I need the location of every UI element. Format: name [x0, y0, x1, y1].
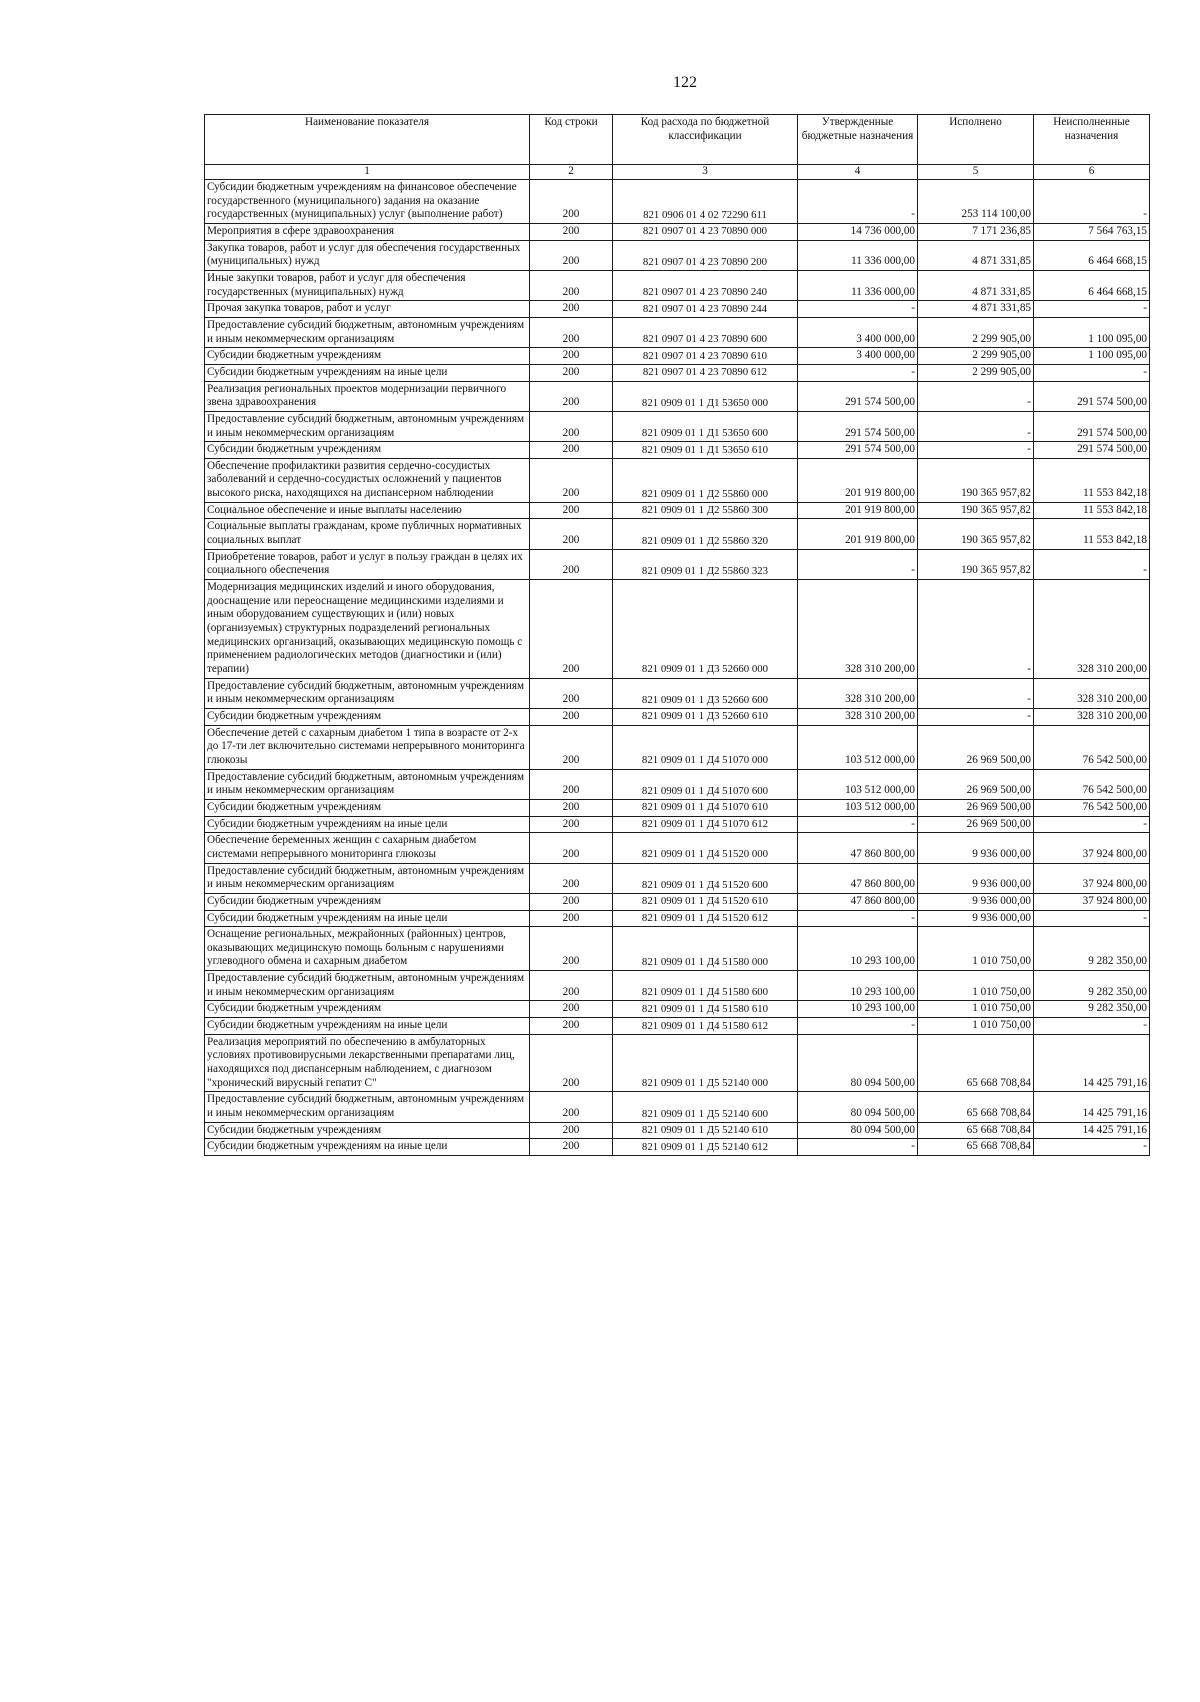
row-classification-code: 821 0909 01 1 Д2 55860 320 [613, 519, 798, 549]
row-classification-code: 821 0907 01 4 23 70890 200 [613, 240, 798, 270]
row-executed: 26 969 500,00 [918, 725, 1034, 769]
row-classification-code: 821 0909 01 1 Д3 52660 600 [613, 678, 798, 708]
row-approved: 11 336 000,00 [798, 270, 918, 300]
row-unexecuted: - [1034, 816, 1150, 833]
row-executed: - [918, 708, 1034, 725]
row-name: Субсидии бюджетным учреждениям [205, 1122, 530, 1139]
row-executed: - [918, 411, 1034, 441]
row-classification-code: 821 0907 01 4 23 70890 240 [613, 270, 798, 300]
row-executed: 65 668 708,84 [918, 1034, 1034, 1092]
row-line-code: 200 [530, 240, 613, 270]
row-classification-code: 821 0909 01 1 Д4 51070 000 [613, 725, 798, 769]
row-approved: 328 310 200,00 [798, 678, 918, 708]
table-row [205, 799, 1150, 816]
row-line-code: 200 [530, 442, 613, 459]
table-row [205, 816, 1150, 833]
row-classification-code: 821 0909 01 1 Д4 51580 610 [613, 1001, 798, 1018]
row-unexecuted: 14 425 791,16 [1034, 1034, 1150, 1092]
row-name: Предоставление субсидий бюджетным, автономным учреждениям и иным некоммерческим организациям [205, 317, 530, 347]
row-line-code: 200 [530, 180, 613, 224]
row-unexecuted: 37 924 800,00 [1034, 893, 1150, 910]
row-line-code: 200 [530, 910, 613, 927]
row-name: Субсидии бюджетным учреждениям на финансовое обеспечение государственного (муниципального) задания на оказание государственных (муниципальных) услуг (выполнение работ) [205, 180, 530, 224]
row-name: Субсидии бюджетным учреждениям на иные цели [205, 364, 530, 381]
row-executed: - [918, 442, 1034, 459]
row-line-code: 200 [530, 301, 613, 318]
table-row [205, 910, 1150, 927]
row-line-code: 200 [530, 1034, 613, 1092]
row-line-code: 200 [530, 833, 613, 863]
row-name: Предоставление субсидий бюджетным, автономным учреждениям и иным некоммерческим организациям [205, 971, 530, 1001]
row-approved: 10 293 100,00 [798, 1001, 918, 1018]
row-executed: 4 871 331,85 [918, 240, 1034, 270]
table-body [205, 180, 1150, 1156]
row-approved: 291 574 500,00 [798, 442, 918, 459]
row-name: Реализация региональных проектов модернизации первичного звена здравоохранения [205, 381, 530, 411]
table-row [205, 270, 1150, 300]
column-number: 2 [530, 165, 613, 180]
row-classification-code: 821 0909 01 1 Д5 52140 610 [613, 1122, 798, 1139]
row-approved: 47 860 800,00 [798, 863, 918, 893]
row-approved: 201 919 800,00 [798, 519, 918, 549]
row-executed: 2 299 905,00 [918, 317, 1034, 347]
header-unexecuted: Неисполненные назначения [1034, 115, 1150, 165]
row-executed: 65 668 708,84 [918, 1092, 1034, 1122]
row-approved: 47 860 800,00 [798, 893, 918, 910]
row-classification-code: 821 0907 01 4 23 70890 612 [613, 364, 798, 381]
row-unexecuted: - [1034, 180, 1150, 224]
header-indicator-name: Наименование показателя [205, 115, 530, 165]
row-executed: 4 871 331,85 [918, 301, 1034, 318]
row-classification-code: 821 0909 01 1 Д4 51520 610 [613, 893, 798, 910]
row-line-code: 200 [530, 1018, 613, 1035]
row-executed: 9 936 000,00 [918, 893, 1034, 910]
row-classification-code: 821 0906 01 4 02 72290 611 [613, 180, 798, 224]
table-row [205, 769, 1150, 799]
table-row [205, 580, 1150, 679]
table-row [205, 927, 1150, 971]
row-name: Предоставление субсидий бюджетным, автономным учреждениям и иным некоммерческим организациям [205, 863, 530, 893]
row-line-code: 200 [530, 816, 613, 833]
row-line-code: 200 [530, 317, 613, 347]
row-unexecuted: 328 310 200,00 [1034, 708, 1150, 725]
row-executed: 190 365 957,82 [918, 549, 1034, 579]
page-number: 122 [673, 74, 697, 91]
table-row [205, 1034, 1150, 1092]
row-unexecuted: 6 464 668,15 [1034, 240, 1150, 270]
row-executed: 26 969 500,00 [918, 799, 1034, 816]
row-name: Субсидии бюджетным учреждениям на иные цели [205, 1018, 530, 1035]
row-executed: 9 936 000,00 [918, 863, 1034, 893]
row-name: Предоставление субсидий бюджетным, автономным учреждениям и иным некоммерческим организациям [205, 678, 530, 708]
row-line-code: 200 [530, 223, 613, 240]
row-executed: 253 114 100,00 [918, 180, 1034, 224]
row-classification-code: 821 0909 01 1 Д1 53650 610 [613, 442, 798, 459]
row-line-code: 200 [530, 549, 613, 579]
table-row [205, 678, 1150, 708]
row-unexecuted: 291 574 500,00 [1034, 442, 1150, 459]
row-approved: 14 736 000,00 [798, 223, 918, 240]
table-row [205, 971, 1150, 1001]
row-classification-code: 821 0909 01 1 Д1 53650 000 [613, 381, 798, 411]
row-name: Реализация мероприятий по обеспечению в амбулаторных условиях противовирусными лекарственными препаратами лиц, находящихся под диспансерным наблюдением, с диагнозом "хронический вирусный гепатит С" [205, 1034, 530, 1092]
row-approved: 80 094 500,00 [798, 1122, 918, 1139]
row-classification-code: 821 0909 01 1 Д4 51520 612 [613, 910, 798, 927]
table-row [205, 893, 1150, 910]
table-row [205, 1001, 1150, 1018]
row-approved: 47 860 800,00 [798, 833, 918, 863]
row-approved: - [798, 910, 918, 927]
row-line-code: 200 [530, 971, 613, 1001]
row-line-code: 200 [530, 270, 613, 300]
row-executed: 2 299 905,00 [918, 348, 1034, 365]
row-line-code: 200 [530, 1139, 613, 1156]
row-executed: 9 936 000,00 [918, 910, 1034, 927]
row-unexecuted: 9 282 350,00 [1034, 971, 1150, 1001]
row-unexecuted: - [1034, 1018, 1150, 1035]
row-unexecuted: 9 282 350,00 [1034, 1001, 1150, 1018]
row-executed: 1 010 750,00 [918, 971, 1034, 1001]
row-executed: - [918, 381, 1034, 411]
row-executed: - [918, 580, 1034, 679]
column-number: 6 [1034, 165, 1150, 180]
row-name: Субсидии бюджетным учреждениям [205, 348, 530, 365]
row-unexecuted: 328 310 200,00 [1034, 580, 1150, 679]
row-line-code: 200 [530, 708, 613, 725]
row-line-code: 200 [530, 927, 613, 971]
row-approved: 3 400 000,00 [798, 317, 918, 347]
row-classification-code: 821 0907 01 4 23 70890 600 [613, 317, 798, 347]
table-row [205, 458, 1150, 502]
row-approved: 103 512 000,00 [798, 769, 918, 799]
row-classification-code: 821 0909 01 1 Д5 52140 000 [613, 1034, 798, 1092]
row-name: Оснащение региональных, межрайонных (районных) центров, оказывающих медицинскую помощь больным с нарушениями углеводного обмена и сахарным диабетом [205, 927, 530, 971]
row-line-code: 200 [530, 799, 613, 816]
row-approved: - [798, 549, 918, 579]
table-row [205, 549, 1150, 579]
row-name: Субсидии бюджетным учреждениям [205, 442, 530, 459]
row-line-code: 200 [530, 1122, 613, 1139]
table-row [205, 381, 1150, 411]
row-executed: 190 365 957,82 [918, 458, 1034, 502]
row-unexecuted: 76 542 500,00 [1034, 799, 1150, 816]
row-executed: 65 668 708,84 [918, 1122, 1034, 1139]
row-approved: 328 310 200,00 [798, 580, 918, 679]
row-executed: 2 299 905,00 [918, 364, 1034, 381]
row-classification-code: 821 0909 01 1 Д4 51070 612 [613, 816, 798, 833]
row-approved: - [798, 180, 918, 224]
row-executed: 190 365 957,82 [918, 519, 1034, 549]
row-executed: 26 969 500,00 [918, 769, 1034, 799]
row-name: Субсидии бюджетным учреждениям [205, 708, 530, 725]
row-name: Субсидии бюджетным учреждениям на иные цели [205, 1139, 530, 1156]
row-approved: 291 574 500,00 [798, 411, 918, 441]
row-unexecuted: - [1034, 910, 1150, 927]
row-classification-code: 821 0909 01 1 Д5 52140 600 [613, 1092, 798, 1122]
column-number-row [205, 165, 1150, 180]
row-approved: 328 310 200,00 [798, 708, 918, 725]
row-unexecuted: 1 100 095,00 [1034, 317, 1150, 347]
row-line-code: 200 [530, 863, 613, 893]
row-unexecuted: 76 542 500,00 [1034, 769, 1150, 799]
row-unexecuted: 291 574 500,00 [1034, 381, 1150, 411]
row-approved: 291 574 500,00 [798, 381, 918, 411]
row-approved: - [798, 1139, 918, 1156]
row-name: Предоставление субсидий бюджетным, автономным учреждениям и иным некоммерческим организациям [205, 769, 530, 799]
row-line-code: 200 [530, 502, 613, 519]
table-row [205, 411, 1150, 441]
row-approved: - [798, 364, 918, 381]
budget-execution-table [204, 114, 1150, 1156]
row-unexecuted: 11 553 842,18 [1034, 519, 1150, 549]
row-classification-code: 821 0909 01 1 Д5 52140 612 [613, 1139, 798, 1156]
row-approved: - [798, 301, 918, 318]
table-row [205, 442, 1150, 459]
row-name: Приобретение товаров, работ и услуг в пользу граждан в целях их социального обеспечения [205, 549, 530, 579]
row-line-code: 200 [530, 678, 613, 708]
row-name: Обеспечение детей с сахарным диабетом 1 типа в возрасте от 2-х до 17-ти лет включительно системами непрерывного мониторинга глюкозы [205, 725, 530, 769]
row-approved: 103 512 000,00 [798, 725, 918, 769]
row-classification-code: 821 0909 01 1 Д4 51580 600 [613, 971, 798, 1001]
table-row [205, 240, 1150, 270]
row-approved: 10 293 100,00 [798, 927, 918, 971]
row-line-code: 200 [530, 411, 613, 441]
row-unexecuted: - [1034, 364, 1150, 381]
table-row [205, 301, 1150, 318]
row-name: Субсидии бюджетным учреждениям на иные цели [205, 816, 530, 833]
row-classification-code: 821 0909 01 1 Д2 55860 000 [613, 458, 798, 502]
row-name: Обеспечение профилактики развития сердечно-сосудистых заболеваний и сердечно-сосудистых осложнений у пациентов высокого риска, находящихся на диспансерном наблюдении [205, 458, 530, 502]
row-approved: 80 094 500,00 [798, 1092, 918, 1122]
row-name: Предоставление субсидий бюджетным, автономным учреждениям и иным некоммерческим организациям [205, 411, 530, 441]
table-row [205, 317, 1150, 347]
row-unexecuted: 11 553 842,18 [1034, 458, 1150, 502]
row-name: Субсидии бюджетным учреждениям [205, 1001, 530, 1018]
row-line-code: 200 [530, 580, 613, 679]
row-approved: 80 094 500,00 [798, 1034, 918, 1092]
row-approved: - [798, 1018, 918, 1035]
row-name: Социальные выплаты гражданам, кроме публичных нормативных социальных выплат [205, 519, 530, 549]
row-unexecuted: 9 282 350,00 [1034, 927, 1150, 971]
table-row [205, 863, 1150, 893]
row-name: Прочая закупка товаров, работ и услуг [205, 301, 530, 318]
row-approved: 10 293 100,00 [798, 971, 918, 1001]
row-name: Субсидии бюджетным учреждениям [205, 799, 530, 816]
row-name: Модернизация медицинских изделий и иного оборудования, дооснащение или переоснащение медицинскими изделиями и иным оборудованием существующих и (или) новых (организуемых) структурных подразделений региональных медицинских организаций, оказывающих медицинскую помощь с применением радиологических методов (диагностики и (или) терапии) [205, 580, 530, 679]
table-header [205, 115, 1150, 180]
row-unexecuted: 76 542 500,00 [1034, 725, 1150, 769]
row-line-code: 200 [530, 1001, 613, 1018]
row-unexecuted: - [1034, 1139, 1150, 1156]
row-line-code: 200 [530, 364, 613, 381]
row-approved: 201 919 800,00 [798, 458, 918, 502]
row-classification-code: 821 0907 01 4 23 70890 610 [613, 348, 798, 365]
row-unexecuted: 14 425 791,16 [1034, 1122, 1150, 1139]
row-classification-code: 821 0909 01 1 Д1 53650 600 [613, 411, 798, 441]
row-executed: 1 010 750,00 [918, 927, 1034, 971]
header-line-code: Код строки [530, 115, 613, 165]
row-line-code: 200 [530, 519, 613, 549]
row-unexecuted: 6 464 668,15 [1034, 270, 1150, 300]
row-classification-code: 821 0907 01 4 23 70890 244 [613, 301, 798, 318]
row-name: Мероприятия в сфере здравоохранения [205, 223, 530, 240]
row-unexecuted: 291 574 500,00 [1034, 411, 1150, 441]
row-executed: 190 365 957,82 [918, 502, 1034, 519]
row-line-code: 200 [530, 725, 613, 769]
row-name: Обеспечение беременных женщин с сахарным диабетом системами непрерывного мониторинга глюкозы [205, 833, 530, 863]
table-row [205, 519, 1150, 549]
row-unexecuted: 37 924 800,00 [1034, 863, 1150, 893]
row-unexecuted: - [1034, 301, 1150, 318]
column-number: 4 [798, 165, 918, 180]
table-row [205, 725, 1150, 769]
table-row [205, 223, 1150, 240]
row-approved: 11 336 000,00 [798, 240, 918, 270]
row-executed: 1 010 750,00 [918, 1001, 1034, 1018]
row-classification-code: 821 0909 01 1 Д4 51520 600 [613, 863, 798, 893]
table-row [205, 1018, 1150, 1035]
row-classification-code: 821 0909 01 1 Д2 55860 300 [613, 502, 798, 519]
table-row [205, 348, 1150, 365]
row-unexecuted: - [1034, 549, 1150, 579]
row-unexecuted: 7 564 763,15 [1034, 223, 1150, 240]
row-unexecuted: 1 100 095,00 [1034, 348, 1150, 365]
column-number: 5 [918, 165, 1034, 180]
table-row [205, 502, 1150, 519]
header-executed: Исполнено [918, 115, 1034, 165]
row-executed: 65 668 708,84 [918, 1139, 1034, 1156]
row-name: Социальное обеспечение и иные выплаты населению [205, 502, 530, 519]
row-executed: - [918, 678, 1034, 708]
row-unexecuted: 328 310 200,00 [1034, 678, 1150, 708]
row-line-code: 200 [530, 1092, 613, 1122]
row-classification-code: 821 0907 01 4 23 70890 000 [613, 223, 798, 240]
header-classification-code: Код расхода по бюджетной классификации [613, 115, 798, 165]
row-executed: 7 171 236,85 [918, 223, 1034, 240]
row-classification-code: 821 0909 01 1 Д4 51580 000 [613, 927, 798, 971]
row-line-code: 200 [530, 381, 613, 411]
row-approved: 103 512 000,00 [798, 799, 918, 816]
table-row [205, 833, 1150, 863]
row-classification-code: 821 0909 01 1 Д4 51580 612 [613, 1018, 798, 1035]
header-approved: Утвержденные бюджетные назначения [798, 115, 918, 165]
row-line-code: 200 [530, 769, 613, 799]
row-executed: 26 969 500,00 [918, 816, 1034, 833]
row-classification-code: 821 0909 01 1 Д3 52660 610 [613, 708, 798, 725]
row-unexecuted: 37 924 800,00 [1034, 833, 1150, 863]
column-number: 3 [613, 165, 798, 180]
column-number: 1 [205, 165, 530, 180]
row-name: Предоставление субсидий бюджетным, автономным учреждениям и иным некоммерческим организациям [205, 1092, 530, 1122]
header-row [205, 115, 1150, 165]
row-unexecuted: 11 553 842,18 [1034, 502, 1150, 519]
row-classification-code: 821 0909 01 1 Д4 51070 600 [613, 769, 798, 799]
table-row [205, 708, 1150, 725]
row-name: Субсидии бюджетным учреждениям [205, 893, 530, 910]
row-line-code: 200 [530, 893, 613, 910]
row-name: Закупка товаров, работ и услуг для обеспечения государственных (муниципальных) нужд [205, 240, 530, 270]
row-line-code: 200 [530, 458, 613, 502]
row-classification-code: 821 0909 01 1 Д2 55860 323 [613, 549, 798, 579]
row-name: Субсидии бюджетным учреждениям на иные цели [205, 910, 530, 927]
row-approved: - [798, 816, 918, 833]
table-row [205, 1139, 1150, 1156]
table-row [205, 1122, 1150, 1139]
row-name: Иные закупки товаров, работ и услуг для обеспечения государственных (муниципальных) нужд [205, 270, 530, 300]
row-classification-code: 821 0909 01 1 Д4 51070 610 [613, 799, 798, 816]
row-approved: 3 400 000,00 [798, 348, 918, 365]
row-executed: 1 010 750,00 [918, 1018, 1034, 1035]
row-executed: 9 936 000,00 [918, 833, 1034, 863]
row-executed: 4 871 331,85 [918, 270, 1034, 300]
row-line-code: 200 [530, 348, 613, 365]
row-classification-code: 821 0909 01 1 Д3 52660 000 [613, 580, 798, 679]
row-classification-code: 821 0909 01 1 Д4 51520 000 [613, 833, 798, 863]
row-unexecuted: 14 425 791,16 [1034, 1092, 1150, 1122]
table-row [205, 180, 1150, 224]
table-row [205, 364, 1150, 381]
table-row [205, 1092, 1150, 1122]
row-approved: 201 919 800,00 [798, 502, 918, 519]
